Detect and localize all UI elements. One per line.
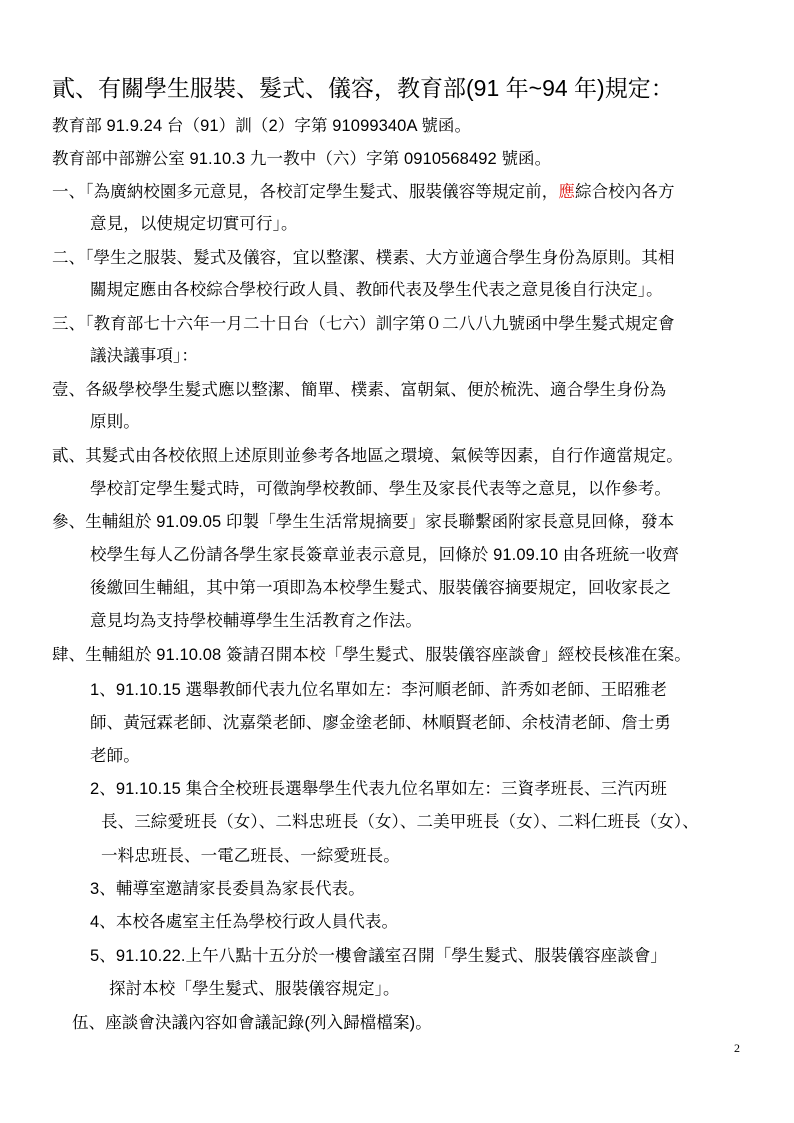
point-2-line-1: 2、91.10.15 集合全校班長選舉學生代表九位名單如左：三資孝班長、三汽丙班	[90, 780, 667, 798]
point-3: 3、輔導室邀請家長委員為家長代表。	[90, 880, 365, 898]
sub-3-line-2: 校學生每人乙份請各學生家長簽章並表示意見，回條於 91.09.10 由各班統一收齊	[90, 546, 679, 564]
point-5-line-2: 探討本校「學生髮式、服裝儀容規定」。	[109, 980, 400, 998]
item-1-highlight: 應	[558, 183, 575, 201]
sub-5: 伍、座談會決議內容如會議記錄(列入歸檔檔案)。	[72, 1014, 432, 1032]
section-title: 貳、有關學生服裝、髮式、儀容，教育部(91 年~94 年)規定：	[52, 75, 674, 101]
item-3-line-1: 三、「教育部七十六年一月二十日台（七六）訓字第０二八八九號函中學生髮式規定會	[52, 315, 675, 333]
sub-2-line-2: 學校訂定學生髮式時，可徵詢學校教師、學生及家長代表等之意見，以作參考。	[90, 480, 671, 498]
sub-3-line-4: 意見均為支持學校輔導學生生活教育之作法。	[90, 612, 422, 630]
reference-moe: 教育部 91.9.24 台（91）訓（2）字第 91099340A 號函。	[52, 117, 472, 135]
item-1-text-b: 綜合校內各方	[574, 183, 675, 201]
item-1-text-a: 一、「為廣納校園多元意見，各校訂定學生髮式、服裝儀容等規定前，	[52, 183, 559, 201]
reference-central-office: 教育部中部辦公室 91.10.3 九一教中（六）字第 0910568492 號函。	[52, 150, 552, 168]
item-1-line-1	[52, 180, 675, 204]
point-2-line-3: 一料忠班長、一電乙班長、一綜愛班長。	[101, 847, 400, 865]
point-1-line-3: 老師。	[90, 747, 140, 765]
point-4: 4、本校各處室主任為學校行政人員代表。	[90, 913, 399, 931]
point-1-line-2: 師、黃冠霖老師、沈嘉榮老師、廖金塗老師、林順賢老師、余枝清老師、詹士勇	[90, 714, 671, 732]
point-2-line-2: 長、三綜愛班長（女）、二料忠班長（女）、二美甲班長（女）、二料仁班長（女）、	[101, 813, 699, 831]
item-2-line-1: 二、「學生之服裝、髮式及儀容，宜以整潔、樸素、大方並適合學生身份為原則。其相	[52, 249, 675, 267]
sub-3-line-1: 參、生輔組於 91.09.05 印製「學生生活常規摘要」家長聯繫函附家長意見回條，發本	[52, 513, 675, 531]
point-1-line-1: 1、91.10.15 選舉教師代表九位名單如左：李河順老師、許秀如老師、王昭雅老	[90, 681, 667, 699]
sub-1-line-1: 壹、各級學校學生髮式應以整潔、簡單、樸素、富朝氣、便於梳洗、適合學生身份為	[52, 381, 667, 399]
sub-2-line-1: 貳、其髮式由各校依照上述原則並參考各地區之環境、氣候等因素，自行作適當規定。	[52, 447, 683, 465]
item-3-line-2: 議決議事項」：	[90, 347, 198, 365]
sub-3-line-3: 後繳回生輔組，其中第一項即為本校學生髮式、服裝儀容摘要規定，回收家長之	[90, 579, 671, 597]
sub-1-line-2: 原則。	[90, 413, 140, 431]
item-2-line-2: 關規定應由各校綜合學校行政人員、教師代表及學生代表之意見後自行決定」。	[90, 281, 663, 299]
item-1-line-2: 意見，以使規定切實可行」。	[90, 215, 298, 233]
point-5-line-1: 5、91.10.22.上午八點十五分於一樓會議室召開「學生髮式、服裝儀容座談會」	[90, 947, 667, 965]
sub-4-line-1: 肆、生輔組於 91.10.08 簽請召開本校「學生髮式、服裝儀容座談會」經校長核准在案。	[52, 646, 691, 664]
page-number: 2	[734, 1041, 740, 1055]
